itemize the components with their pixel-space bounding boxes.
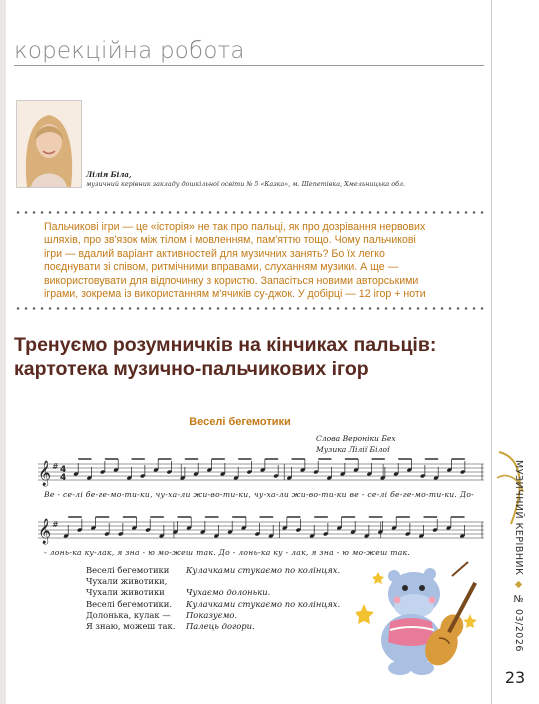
staff-lyrics-1: Ве - се-лі бе-ге-мо-ти-ки, чу-ха-ли жи-во-ти-ки, чу-ха-ли жи-во-ти-ки ве - се-лі бе-ге-мо-ти-ки. До- <box>44 490 475 499</box>
portrait-image <box>17 101 81 187</box>
article-title-line: картотека музично-пальчикових ігор <box>14 358 369 380</box>
right-margin-rule <box>491 0 492 704</box>
author-photo <box>16 100 82 188</box>
verse-line: Веселі бегемотики <box>86 565 170 575</box>
page-edge <box>0 0 6 704</box>
music-credit: Музика Лілії Білої <box>316 445 390 454</box>
header-rule <box>14 65 484 66</box>
action-line: Чухаємо долоньки. <box>186 587 271 598</box>
music-staff-2 <box>38 516 484 550</box>
dotted-separator-bottom <box>14 307 484 310</box>
author-position: музичний керівник закладу дошкільної освіти № 5 «Казка», м. Шепетівка, Хмельницька обл. <box>86 180 406 188</box>
article-title-line: Тренуємо розумничків на кінчиках пальців: <box>14 334 437 356</box>
intro-line: поєднувати зі співом, ритмічними вправами, слуханням музики. А ще — <box>44 261 399 274</box>
song-title: Веселі бегемотики <box>189 416 291 428</box>
intro-line: ігри — вдалий варіант активностей для музичних занять? Бо їх легко <box>44 247 385 260</box>
intro-line: шляхів, про зв'язок між тілом і мовленням, пам'яттю тощо. Чому пальчикові <box>44 234 416 247</box>
verse-line: Чухали животики <box>86 587 165 598</box>
author-name: Лілія Біла, <box>86 170 132 179</box>
action-line <box>186 576 340 587</box>
intro-line: Пальчикові ігри — це «історія» не так про пальці, як про дозрівання нервових <box>44 221 426 233</box>
article-title <box>14 333 489 381</box>
key-signature-icon: # <box>52 520 59 529</box>
diamond-icon: ◆ <box>513 578 524 594</box>
song-actions <box>186 565 340 632</box>
action-line: Показуємо. <box>186 609 238 620</box>
dotted-separator-top <box>14 211 484 214</box>
music-staff-1 <box>38 458 484 492</box>
journal-name: МУЗИЧНИЙ КЕРІВНИК <box>513 460 524 576</box>
section-header: корекційна робота <box>14 38 245 64</box>
intro-line: іграми, зокрема із використанням м'ячиків су-джок. У добірці — 12 ігор + ноти <box>44 288 426 301</box>
verse-line: Чухали животики, <box>86 576 168 587</box>
hippo-with-cello-illustration <box>356 556 490 676</box>
treble-clef-icon: 𝄞 <box>38 461 52 486</box>
song-verse <box>86 565 175 632</box>
verse-line: Долонька, кулак — <box>86 609 171 620</box>
verse-line: Я знаю, можеш так. <box>86 621 176 632</box>
treble-clef-icon: 𝄞 <box>38 519 52 544</box>
page-number: 23 <box>504 668 526 687</box>
journal-issue: № 03/2026 <box>513 593 524 652</box>
time-signature-bottom: 4 <box>60 473 67 483</box>
journal-title-vertical <box>498 460 524 670</box>
action-line: Палець догори. <box>186 621 255 632</box>
key-signature-icon: # <box>52 462 59 471</box>
staff-lyrics-2: - лонь-ка ку-лак, я зна - ю мо-жеш так. До - лонь-ка ку - лак, я зна - ю мо-жеш так. <box>44 548 411 557</box>
action-line: Кулачками стукаємо по колінцях. <box>186 598 341 609</box>
action-line: Кулачками стукаємо по колінцях. <box>186 565 341 575</box>
verse-line: Веселі бегемотики. <box>86 598 173 609</box>
intro-line: використовувати для відпочинку з користю. Запасіться новими авторськими <box>44 274 419 287</box>
words-credit: Слова Вероніки Бех <box>316 434 396 443</box>
time-signature-top: 4 <box>60 465 67 475</box>
intro-paragraph <box>44 221 474 301</box>
